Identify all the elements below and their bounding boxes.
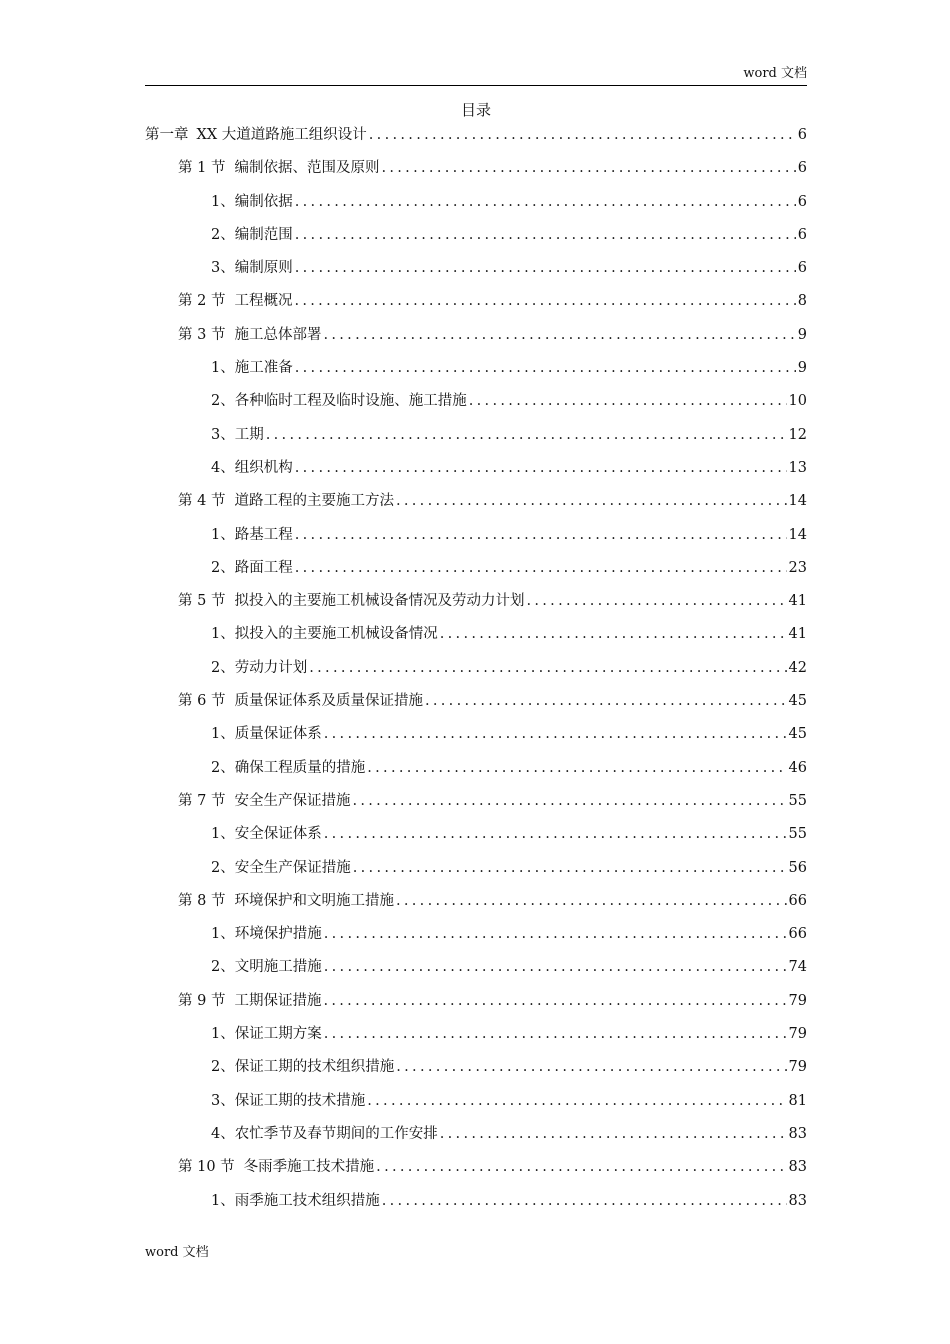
toc-title: 目录 <box>460 101 491 119</box>
toc-subsection-link[interactable] <box>145 1191 807 1224</box>
toc-section-link[interactable] <box>145 158 807 191</box>
toc-dot-leader <box>381 158 795 178</box>
toc-entry-label: 质量保证体系及质量保证措施 <box>234 693 423 710</box>
toc-dot-leader <box>324 957 787 977</box>
toc-subsection-link[interactable] <box>145 258 807 291</box>
toc-entry-label: 拟投入的主要施工机械设备情况及劳动力计划 <box>234 593 525 610</box>
toc-page-number: 41 <box>788 593 807 610</box>
toc-section-link[interactable] <box>145 1157 807 1190</box>
toc-page-number: 10 <box>788 393 807 410</box>
toc-entry-number: 第 10 节 <box>178 1159 235 1176</box>
toc-page-number: 14 <box>788 526 807 543</box>
toc-chapter-link[interactable] <box>145 125 807 158</box>
toc-dot-leader <box>295 225 796 245</box>
toc-entry-label: 编制原则 <box>234 260 293 277</box>
toc-entry-number: 1、 <box>211 926 235 943</box>
toc-dot-leader <box>440 624 787 644</box>
toc-dot-leader <box>294 291 795 311</box>
toc-subsection-link[interactable] <box>145 824 807 857</box>
toc-entry-label: 施工总体部署 <box>234 326 322 343</box>
toc-page-number: 14 <box>788 493 807 510</box>
toc-section-link[interactable] <box>145 591 807 624</box>
toc-entry-number: 2、 <box>211 959 235 976</box>
toc-dot-leader <box>469 391 787 411</box>
toc-entry-label: 施工准备 <box>234 360 293 377</box>
toc-entry-number: 1、 <box>211 193 235 210</box>
toc-entry-label: 冬雨季施工技术措施 <box>243 1159 375 1176</box>
toc-page-number: 8 <box>797 293 807 310</box>
toc-page-number: 6 <box>797 127 807 143</box>
toc-page-number: 81 <box>788 1092 807 1109</box>
toc-page-number: 13 <box>788 459 807 476</box>
toc-entry-label: 编制依据、范围及原则 <box>234 160 380 177</box>
toc-subsection-link[interactable] <box>145 425 807 458</box>
toc-subsection-link[interactable] <box>145 1057 807 1090</box>
toc-entry-label: 编制依据 <box>234 193 293 210</box>
toc-subsection-link[interactable] <box>145 225 807 258</box>
toc-page-number: 83 <box>788 1125 807 1142</box>
toc-entry-number: 2、 <box>211 393 235 410</box>
toc-page-number: 23 <box>788 559 807 576</box>
toc-entry-label: 保证工期的技术措施 <box>234 1092 366 1109</box>
toc-entry-number: 第 9 节 <box>178 992 226 1009</box>
header-rule <box>145 85 807 86</box>
toc-subsection-link[interactable] <box>145 858 807 891</box>
toc-entry-label: 环境保护措施 <box>234 926 322 943</box>
toc-dot-leader <box>323 325 795 345</box>
toc-entry-number: 4、 <box>211 459 235 476</box>
toc-dot-leader <box>295 458 787 478</box>
toc-dot-leader <box>295 525 787 545</box>
toc-entry-number: 1、 <box>211 360 235 377</box>
toc-entry-number: 第 8 节 <box>178 892 226 909</box>
toc-subsection-link[interactable] <box>145 957 807 990</box>
toc-page-number: 66 <box>788 892 807 909</box>
toc-section-link[interactable] <box>145 491 807 524</box>
toc-entry-label: 确保工程质量的措施 <box>234 759 366 776</box>
toc-dot-leader <box>376 1157 786 1177</box>
toc-page-number: 41 <box>788 626 807 643</box>
toc-dot-leader <box>396 491 787 511</box>
toc-subsection-link[interactable] <box>145 658 807 691</box>
toc-section-link[interactable] <box>145 291 807 324</box>
toc-subsection-link[interactable] <box>145 192 807 225</box>
toc-page-number: 45 <box>788 693 807 710</box>
toc-entry-number: 2、 <box>211 1059 235 1076</box>
toc-page-number: 83 <box>788 1159 807 1176</box>
toc-entry-label: 安全保证体系 <box>234 826 322 843</box>
toc-page-number: 66 <box>788 926 807 943</box>
toc-dot-leader <box>425 691 787 711</box>
toc-entry-label: 路基工程 <box>234 526 293 543</box>
toc-entry-number: 3、 <box>211 1092 235 1109</box>
toc-entry-number: 第 5 节 <box>178 593 226 610</box>
toc-entry-label: 保证工期方案 <box>234 1026 322 1043</box>
toc-entry-label: 安全生产保证措施 <box>234 792 351 809</box>
toc-dot-leader <box>353 858 787 878</box>
toc-subsection-link[interactable] <box>145 558 807 591</box>
toc-dot-leader <box>324 824 787 844</box>
toc-entry-number: 第一章 <box>145 127 189 143</box>
toc-entry-label: 各种临时工程及临时设施、施工措施 <box>234 393 467 410</box>
toc-entry-number: 第 3 节 <box>178 326 226 343</box>
toc-page-number: 56 <box>788 859 807 876</box>
toc-dot-leader <box>352 791 786 811</box>
toc-entry-label: 工程概况 <box>234 293 293 310</box>
toc-section-link[interactable] <box>145 891 807 924</box>
toc-subsection-link[interactable] <box>145 525 807 558</box>
toc-dot-leader <box>396 891 787 911</box>
toc-subsection-link[interactable] <box>145 1024 807 1057</box>
toc-entry-number: 第 7 节 <box>178 792 226 809</box>
toc-entry-number: 2、 <box>211 859 235 876</box>
toc-page-number: 46 <box>788 759 807 776</box>
toc-page-number: 79 <box>788 1026 807 1043</box>
toc-entry-number: 1、 <box>211 1192 235 1209</box>
toc-entry-label: 环境保护和文明施工措施 <box>234 892 394 909</box>
toc-entry-number: 3、 <box>211 260 235 277</box>
toc-entry-number: 2、 <box>211 226 235 243</box>
toc-entry-number: 4、 <box>211 1125 235 1142</box>
toc-entry-number: 1、 <box>211 726 235 743</box>
page-header: word 文档 <box>743 66 807 81</box>
toc-entry-label: 工期 <box>234 426 264 443</box>
toc-dot-leader <box>526 591 786 611</box>
toc-page-number: 9 <box>797 360 807 377</box>
toc-entry-number: 第 6 节 <box>178 693 226 710</box>
toc-dot-leader <box>295 258 796 278</box>
toc-dot-leader <box>440 1124 787 1144</box>
toc-entry-number: 第 4 节 <box>178 493 226 510</box>
toc-entry-number: 1、 <box>211 1026 235 1043</box>
toc-section-link[interactable] <box>145 325 807 358</box>
table-of-contents <box>145 125 807 1224</box>
toc-dot-leader <box>324 724 787 744</box>
toc-entry-label: 质量保证体系 <box>234 726 322 743</box>
toc-entry-label: 雨季施工技术组织措施 <box>234 1192 380 1209</box>
toc-entry-number: 2、 <box>211 559 235 576</box>
toc-entry-label: 保证工期的技术组织措施 <box>234 1059 395 1076</box>
toc-page-number: 6 <box>797 260 807 277</box>
toc-subsection-link[interactable] <box>145 358 807 391</box>
toc-dot-leader <box>295 558 787 578</box>
toc-entry-label: 组织机构 <box>234 459 293 476</box>
toc-entry-number: 2、 <box>211 659 235 676</box>
toc-page-number: 12 <box>788 426 807 443</box>
toc-entry-number: 第 2 节 <box>178 293 226 310</box>
toc-entry-label: 编制范围 <box>234 226 293 243</box>
toc-page-number: 79 <box>788 992 807 1009</box>
toc-dot-leader <box>324 1024 787 1044</box>
toc-entry-label: 农忙季节及春节期间的工作安排 <box>234 1125 438 1142</box>
toc-page-number: 74 <box>788 959 807 976</box>
toc-dot-leader <box>324 924 787 944</box>
toc-entry-label: 路面工程 <box>234 559 293 576</box>
toc-entry-label: 道路工程的主要施工方法 <box>234 493 394 510</box>
toc-page-number: 79 <box>788 1059 807 1076</box>
toc-page-number: 45 <box>788 726 807 743</box>
toc-entry-label: 拟投入的主要施工机械设备情况 <box>234 626 438 643</box>
toc-entry-number: 第 1 节 <box>178 160 226 177</box>
toc-dot-leader <box>323 991 786 1011</box>
toc-page-number: 55 <box>788 792 807 809</box>
toc-subsection-link[interactable] <box>145 458 807 491</box>
toc-dot-leader <box>382 1191 787 1211</box>
toc-entry-number: 1、 <box>211 826 235 843</box>
toc-dot-leader <box>295 192 796 212</box>
toc-subsection-link[interactable] <box>145 758 807 791</box>
toc-page-number: 6 <box>797 193 807 210</box>
toc-entry-number: 2、 <box>211 759 235 776</box>
toc-dot-leader <box>295 358 796 378</box>
toc-dot-leader <box>367 758 786 778</box>
toc-subsection-link[interactable] <box>145 1124 807 1157</box>
toc-subsection-link[interactable] <box>145 1091 807 1124</box>
toc-page-number: 83 <box>788 1192 807 1209</box>
toc-entry-label: 劳动力计划 <box>234 659 308 676</box>
toc-dot-leader <box>266 425 787 445</box>
toc-section-link[interactable] <box>145 791 807 824</box>
toc-dot-leader <box>369 125 796 145</box>
toc-entry-number: 1、 <box>211 626 235 643</box>
toc-dot-leader <box>396 1057 786 1077</box>
toc-subsection-link[interactable] <box>145 624 807 657</box>
toc-entry-label: 安全生产保证措施 <box>234 859 351 876</box>
toc-entry-label: 文明施工措施 <box>234 959 322 976</box>
toc-page-number: 6 <box>797 160 807 177</box>
toc-entry-number: 1、 <box>211 526 235 543</box>
toc-subsection-link[interactable] <box>145 924 807 957</box>
toc-section-link[interactable] <box>145 691 807 724</box>
toc-subsection-link[interactable] <box>145 724 807 757</box>
toc-page-number: 6 <box>797 226 807 243</box>
toc-entry-label: XX 大道道路施工组织设计 <box>196 127 367 143</box>
toc-page-number: 42 <box>788 659 807 676</box>
toc-entry-label: 工期保证措施 <box>234 992 322 1009</box>
toc-section-link[interactable] <box>145 991 807 1024</box>
toc-entry-number: 3、 <box>211 426 235 443</box>
toc-dot-leader <box>309 658 786 678</box>
toc-page-number: 9 <box>797 326 807 343</box>
toc-page-number: 55 <box>788 826 807 843</box>
toc-dot-leader <box>367 1091 786 1111</box>
toc-subsection-link[interactable] <box>145 391 807 424</box>
page-footer: word 文档 <box>145 1245 209 1260</box>
